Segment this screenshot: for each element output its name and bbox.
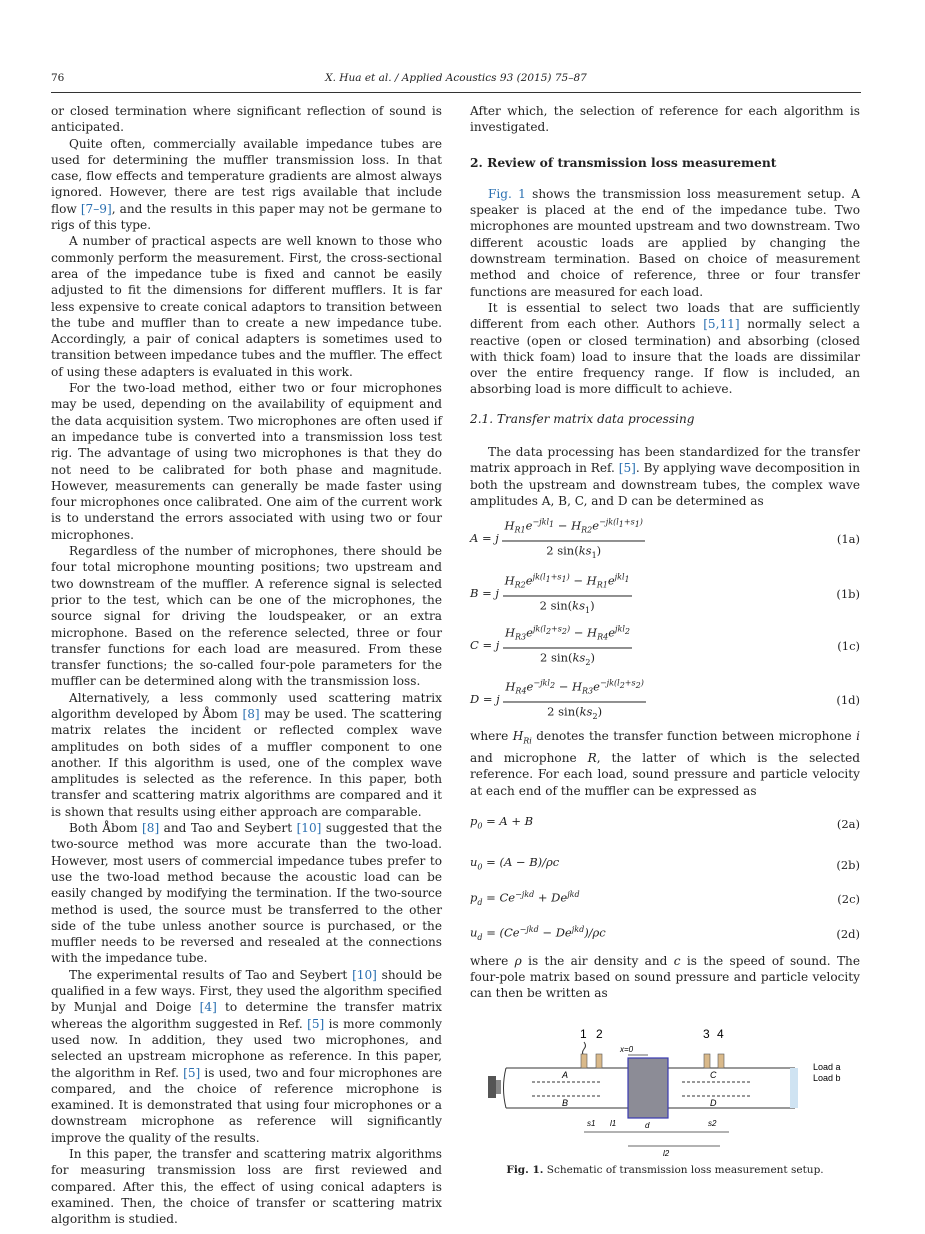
paragraph: where ρ is the air density and c is the speed of sound. The four-pole matrix based on sound pressure and particle velocity can then be written as bbox=[470, 953, 860, 1001]
paragraph: The experimental results of Tao and Seybert [10] should be qualified in a few ways. First, they used the algorithm specified by Munjal and Doige [4] to determine the transfer matrix whereas the algorithm suggested in Ref. [5] is more commonly used now. In addition, they used two microphones, and selected an upstream microphone as reference. In this paper, the algorithm in Ref. [5] is used, two and four microphones are compared, and the choice of reference microphone is examined. It is demonstrated that using four microphones or a downstream microphone as reference will significantly improve the quality of the results. bbox=[51, 967, 442, 1145]
citation-link[interactable]: [10] bbox=[296, 821, 322, 836]
dimension-label: l1 bbox=[610, 1119, 617, 1128]
origin-label: x=0 bbox=[620, 1045, 634, 1054]
dimension-label: s2 bbox=[708, 1119, 717, 1128]
equation-number: (1a) bbox=[836, 532, 860, 547]
citation-link[interactable]: [8] bbox=[242, 706, 260, 721]
equation-1b: B = j $\frac{H_{R2}e^{jk(l_1+s_1)} - H_{R1}e^{jkl_1}}{2 \sin(ks_1)}$ (1b) bbox=[470, 570, 860, 618]
dimension-label: s1 bbox=[587, 1119, 596, 1128]
equation-number: (2a) bbox=[836, 816, 860, 831]
tube-left-end bbox=[504, 1068, 507, 1108]
paragraph: For the two-load method, either two or four microphones may be used, depending on the availability of equipment and the data acquisition system. Two microphones are often used if an impedance tube is converted into a transmission loss test rig. The advantage of using two microphones is that they do not need to be calibrated for both phase and magnitude. However, measurements can generally be made faster using four microphones once calibrated. One aim of the current work is to understand the errors associated with using two or four microphones. bbox=[51, 381, 442, 542]
equation-number: (1c) bbox=[837, 639, 860, 654]
paragraph: or closed termination where significant reflection of sound is anticipated. bbox=[51, 104, 442, 135]
load-b-label: Load b bbox=[813, 1073, 841, 1083]
mic-label: 3 bbox=[703, 1027, 710, 1041]
mic-label: 4 bbox=[717, 1027, 724, 1041]
paragraph: Quite often, commercially available impedance tubes are used for determining the muffler transmission loss. In that case, flow effects and temperature gradients are almost always ignored. However, there are test rigs available that include flow [7–9], and the results in this paper may not be germane to rigs of this type. bbox=[51, 136, 443, 233]
citation-link[interactable]: [5] bbox=[183, 1065, 201, 1080]
paragraph: Alternatively, a less commonly used scattering matrix algorithm developed by Åbom [8] may be used. The scattering matrix relates the incident or reflected complex wave amplitudes on both sides of a muffler component to one another. If this algorithm is used, one of the complex wave amplitudes is selected as the reference. In this paper, both transfer and scattering matrix algorithms are compared and it is shown that results using either approach are comparable. bbox=[51, 690, 442, 819]
section-title: 2. Review of transmission loss measurement bbox=[470, 154, 777, 170]
paragraph: After which, the selection of reference for each algorithm is investigated. bbox=[470, 104, 860, 135]
paragraph: A number of practical aspects are well known to those who commonly perform the measurement. First, the cross-sectional area of the impedance tube is fixed and cannot be easily adjusted to fit the dimensions for different mufflers. It is far less expensive to create conical adaptors to transition between the tube and muffler than to create a new impedance tube. Accordingly, a pair of conical adapters is sometimes used to transition between impedance tubes and the muffler. The effect of using these adapters is evaluated in this work. bbox=[51, 234, 442, 379]
paragraph: The data processing has been standardized for the transfer matrix approach in Ref. [5]. By applying wave decomposition in both the upstream and downstream tubes, the complex wave amplitudes A, B, C, and D can be determined as bbox=[470, 445, 860, 508]
wave-label: B bbox=[562, 1098, 569, 1108]
microphone-2 bbox=[596, 1054, 602, 1068]
running-title: X. Hua et al. / Applied Acoustics 93 (2015) 75–87 bbox=[325, 72, 587, 84]
equation-number: (2b) bbox=[836, 857, 860, 872]
header-rule bbox=[51, 92, 861, 93]
load-a-label: Load a bbox=[813, 1062, 841, 1072]
equation-number: (2d) bbox=[836, 926, 860, 941]
dimension-label: l2 bbox=[663, 1149, 670, 1158]
mic-label: 2 bbox=[596, 1027, 603, 1041]
equation-1a: A = j $\frac{H_{R1}e^{-jkl_1} - H_{R2}e^{-jk(l_1+s_1)}}{2 \sin(ks_1)}$ (1a) bbox=[470, 515, 860, 563]
left-column bbox=[51, 103, 442, 1227]
equation-number: (1d) bbox=[836, 693, 860, 708]
wave-label: C bbox=[710, 1070, 717, 1080]
page-header bbox=[51, 72, 861, 88]
speaker-mount bbox=[496, 1080, 501, 1094]
paragraph: It is essential to select two loads that are sufficiently different from each other. Authors [5,11] normally select a reactive (open or closed termination) and absorbing (closed with thick foam) load to insure that the loads are dissimilar over the entire frequency range. If flow is included, an absorbing load is more difficult to achieve. bbox=[470, 300, 860, 397]
citation-link[interactable]: [7–9] bbox=[80, 201, 112, 216]
wave-label: D bbox=[710, 1098, 717, 1108]
paragraph: where $H_{Ri}$ denotes the transfer function between microphone i and microphone R, the latter of which is the selected reference. For each load, sound pressure and particle velocity at each end of the muffler can be expressed as bbox=[470, 729, 860, 798]
citation-link[interactable]: [8] bbox=[142, 821, 160, 836]
mic-label: 1 bbox=[580, 1027, 587, 1041]
citation-link[interactable]: [5] bbox=[307, 1016, 325, 1031]
equation-1c: C = j $\frac{H_{R3}e^{jk(l_2+s_2)} - H_{R4}e^{jkl_2}}{2 \sin(ks_2)}$ (1c) bbox=[470, 622, 860, 670]
paragraph: Regardless of the number of microphones, there should be four total microphone mounting positions; two upstream and two downstream of the muffler. A reference signal is selected prior to the test, which can be one of the microphones, the source signal for driving the loudspeaker, or an extra microphone. Based on the reference selected, three or four transfer functions for each load are measured. From these transfer functions; the so-called four-pole parameters for the muffler can be determined along with the transmission loss. bbox=[51, 544, 442, 689]
paragraph: In this paper, the transfer and scattering matrix algorithms for measuring transmission loss are first reviewed and compared. After this, the effect of using conical adapters is examined. Then, the choice of transfer or scattering matrix algorithm is studied. bbox=[51, 1147, 442, 1227]
dimension-label: d bbox=[645, 1121, 650, 1130]
wave-label: A bbox=[562, 1070, 569, 1080]
equation-2d: $u_d = (Ce^{-jkd} - De^{jkd})/\rho c$ (2d) bbox=[470, 924, 860, 942]
paragraph: Fig. 1 shows the transmission loss measurement setup. A speaker is placed at the end of the impedance tube. Two microphones are mounted upstream and two downstream. Two different acoustic loads are applied by changing the downstream termination. Based on choice of measurement method and choice of reference, three or four transfer functions are measured for each load. bbox=[470, 186, 860, 299]
figure-link[interactable]: Fig. 1 bbox=[488, 186, 526, 201]
citation-link[interactable]: [5,11] bbox=[703, 317, 740, 332]
load-termination bbox=[790, 1068, 798, 1108]
equation-number: (2c) bbox=[837, 891, 860, 906]
equation-number: (1b) bbox=[836, 587, 860, 602]
equation-2b: $u_0 = (A - B)/\rho c$ (2b) bbox=[470, 855, 860, 872]
equation-2c: $p_d = Ce^{-jkd} + De^{jkd}$ (2c) bbox=[470, 889, 860, 907]
setup-schematic bbox=[470, 1020, 860, 1160]
paragraph: Both Åbom [8] and Tao and Seybert [10] suggested that the two-source method was more accurate than the two-load. However, most users of commercial impedance tubes prefer to use the two-load method because the acoustic load can be easily changed by modifying the termination. If the two-source method is used, the source must be transferred to the other side of the tube unless another source is purchased, or the muffler needs to be reversed and resealed at the connections with the impedance tube. bbox=[51, 821, 442, 966]
citation-link[interactable]: [10] bbox=[352, 967, 377, 982]
page-number: 76 bbox=[51, 72, 65, 84]
figure-caption: Fig. 1. Schematic of transmission loss measurement setup. bbox=[506, 1164, 824, 1176]
microphone-4 bbox=[718, 1054, 724, 1068]
muffler bbox=[628, 1058, 668, 1118]
subsection-title: 2.1. Transfer matrix data processing bbox=[470, 411, 695, 426]
microphone-3 bbox=[704, 1054, 710, 1068]
right-column bbox=[470, 103, 860, 1002]
microphone-1 bbox=[581, 1042, 587, 1068]
citation-link[interactable]: [5] bbox=[618, 461, 636, 476]
citation-link[interactable]: [4] bbox=[199, 1000, 217, 1015]
equation-1d: D = j $\frac{H_{R4}e^{-jkl_2} - H_{R3}e^{-jk(l_2+s_2)}}{2 \sin(ks_2)}$ (1d) bbox=[470, 676, 860, 724]
equation-2a: $p_0 = A + B$ (2a) bbox=[470, 814, 860, 831]
speaker-icon bbox=[488, 1076, 496, 1098]
